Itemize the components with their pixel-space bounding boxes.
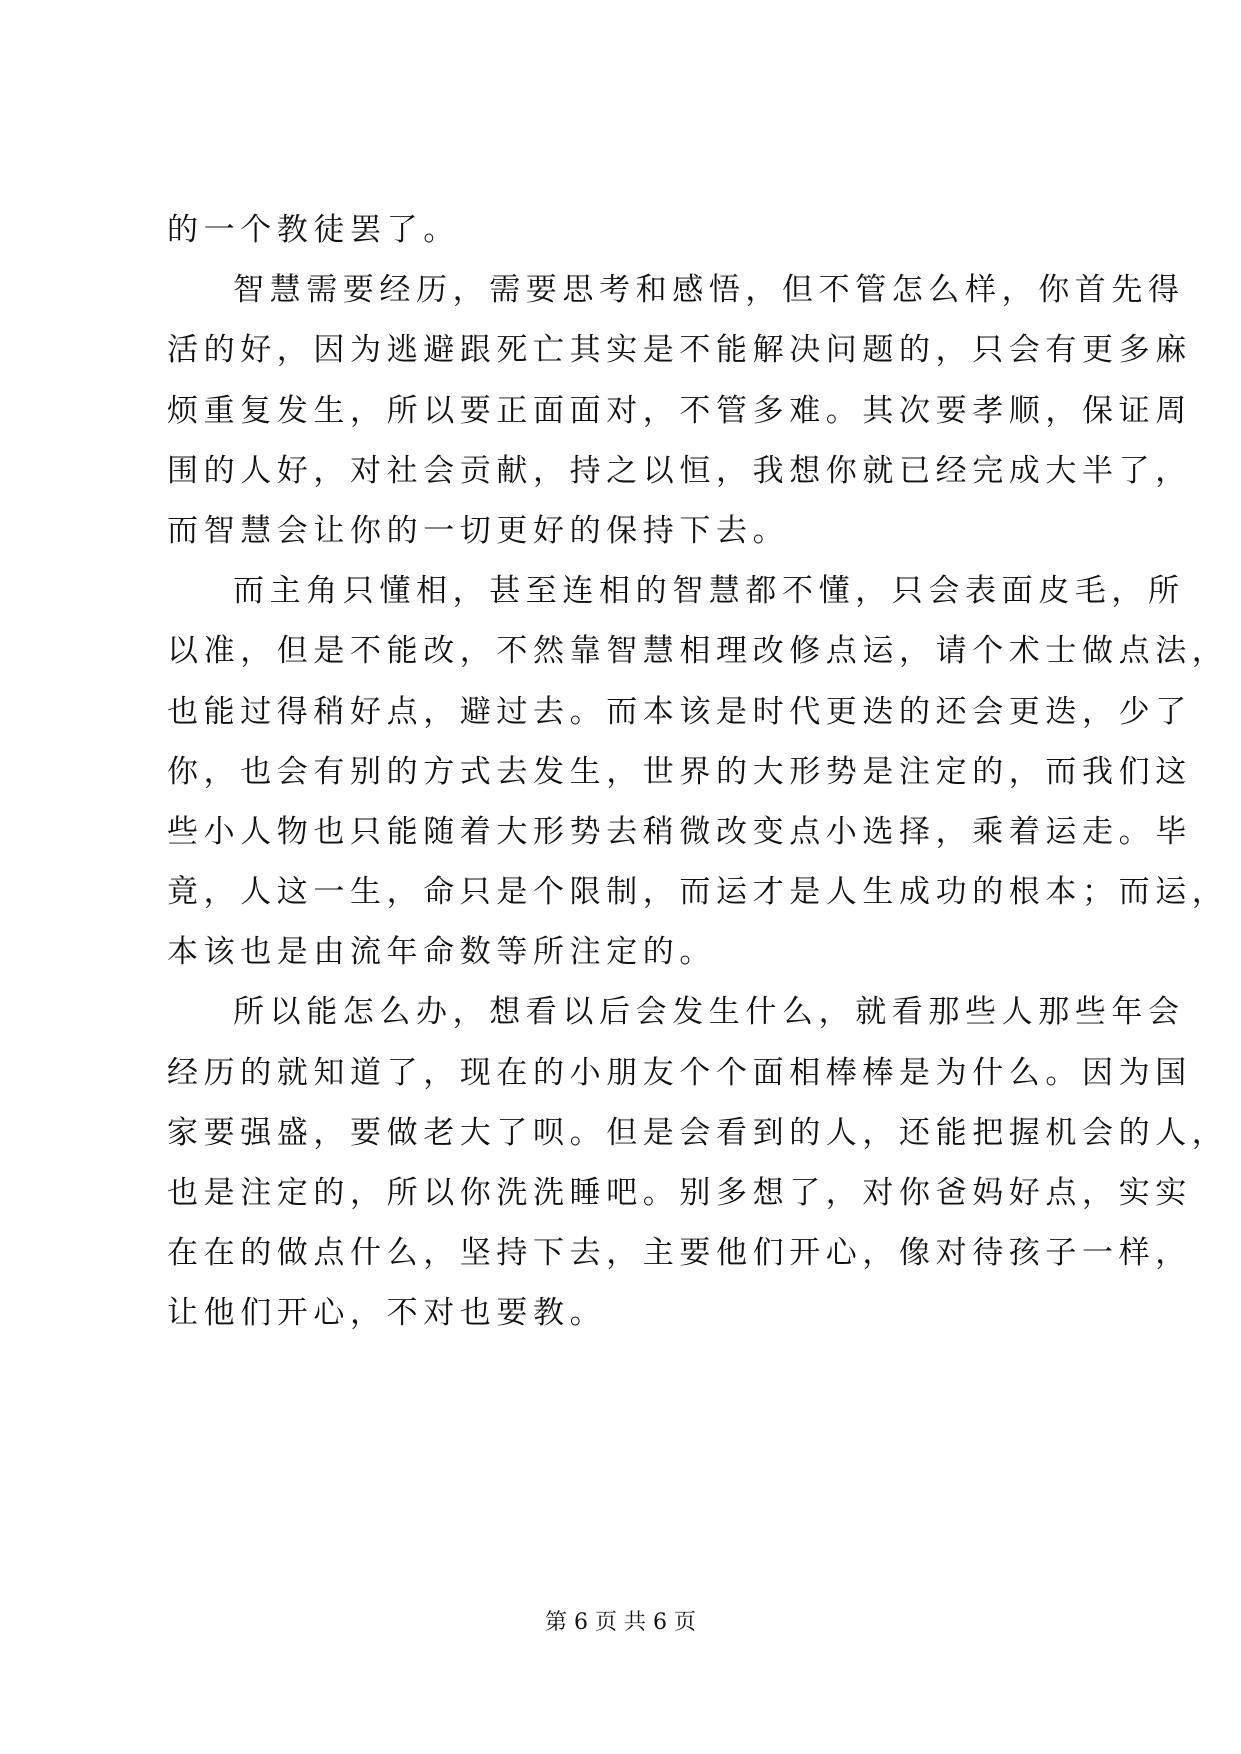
text-line: 些小人物也只能随着大形势去稍微改变点小选择，乘着运走。毕 [167,813,1192,850]
text-line: 的一个教徒罢了。 [167,212,460,248]
text-line: 也是注定的，所以你洗洗睡吧。别多想了，对你爸妈好点，实实 [167,1175,1192,1211]
text-line: 活的好，因为逃避跟死亡其实是不能解决问题的，只会有更多麻 [167,332,1192,369]
paragraph-first-line: 智慧需要经历，需要思考和感悟，但不管怎么样，你首先得 [233,272,1185,309]
text-line: 围的人好，对社会贡献，持之以恒，我想你就已经完成大半了， [167,452,1192,489]
paragraph-first-line: 而主角只懂相，甚至连相的智慧都不懂，只会表面皮毛，所 [233,573,1185,610]
text-line: 经历的就知道了，现在的小朋友个个面相棒棒是为什么。因为国 [167,1054,1192,1091]
paragraph-first-line: 所以能怎么办，想看以后会发生什么，就看那些人那些年会 [233,994,1185,1031]
text-line: 让他们开心，不对也要教。 [167,1295,607,1332]
text-line: 本该也是由流年命数等所注定的。 [167,934,716,971]
text-line: 以准，但是不能改，不然靠智慧相理改修点运，请个术士做点法， [167,633,1229,670]
text-line: 烦重复发生，所以要正面面对，不管多难。其次要孝顺，保证周 [167,392,1192,429]
body-text [167,200,1229,1344]
page-number-footer: 第 6 页 共 6 页 [545,1610,696,1635]
text-line: 而智慧会让你的一切更好的保持下去。 [167,512,790,549]
text-line: 你，也会有别的方式去发生，世界的大形势是注定的，而我们这 [167,753,1192,790]
text-line: 也能过得稍好点，避过去。而本该是时代更迭的还会更迭，少了 [167,693,1192,730]
text-line: 竟，人这一生，命只是个限制，而运才是人生成功的根本；而运， [167,874,1229,911]
text-line: 家要强盛，要做老大了呗。但是会看到的人，还能把握机会的人， [167,1114,1229,1151]
text-line: 在在的做点什么，坚持下去，主要他们开心，像对待孩子一样， [167,1235,1192,1272]
